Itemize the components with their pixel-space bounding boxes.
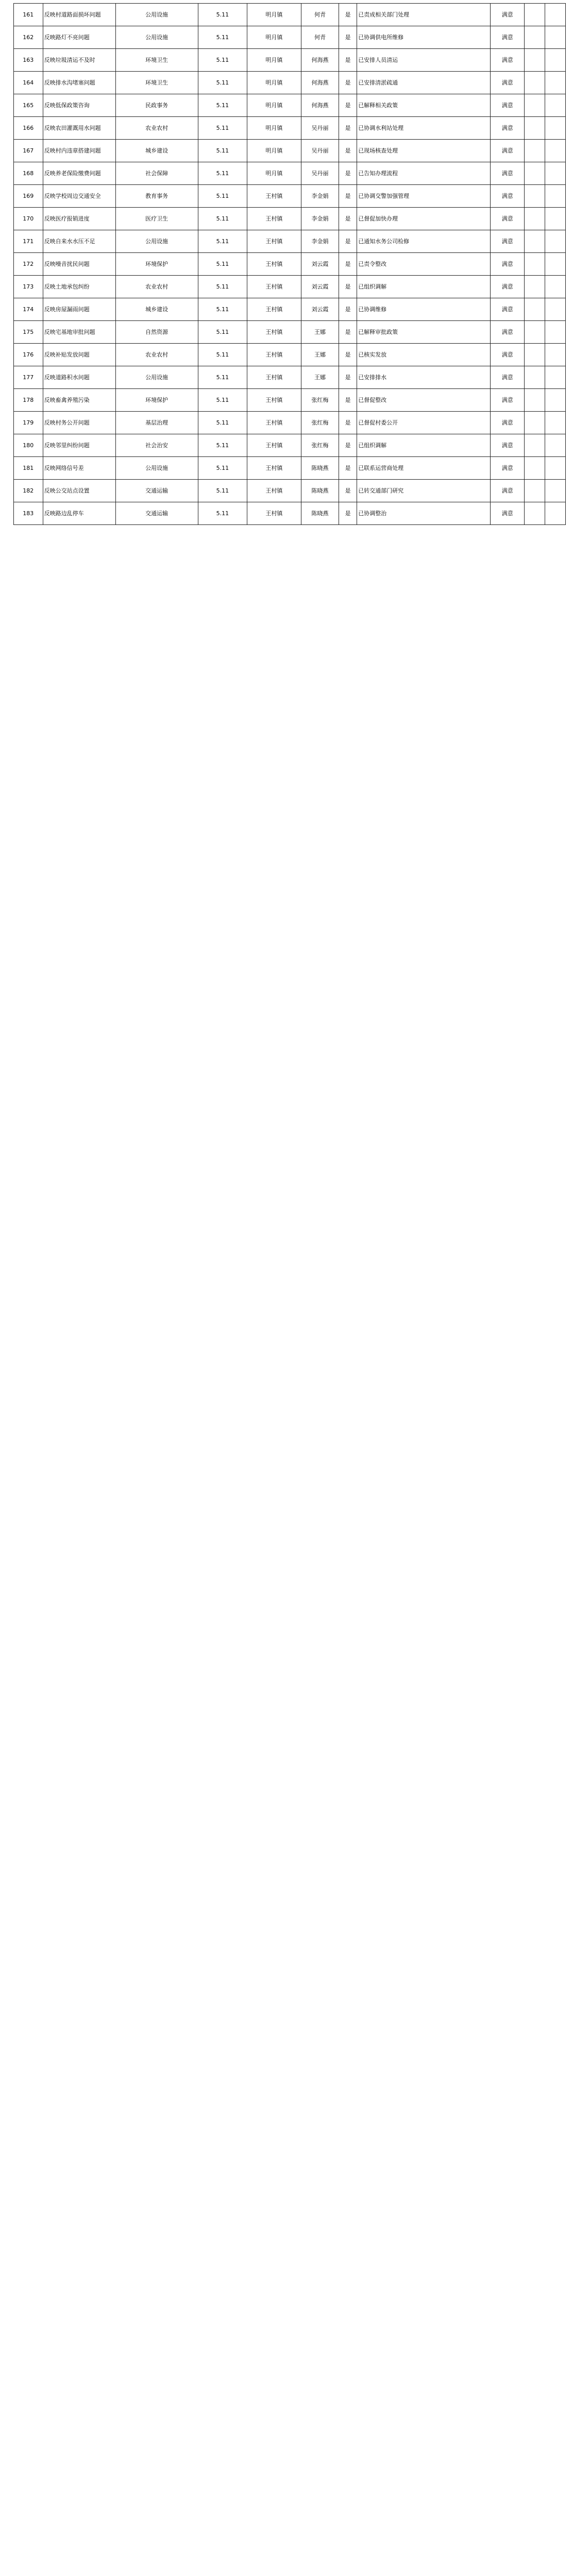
cell-result: 已联系运营商处理: [357, 457, 491, 480]
cell-department: 王村镇: [247, 321, 301, 344]
cell-resolved: 是: [339, 185, 357, 208]
cell-category: 社会保障: [115, 162, 198, 185]
cell-question: 反映土地承包纠纷: [43, 276, 115, 298]
cell-date: 5.11: [198, 276, 247, 298]
cell-satisfaction: 满意: [491, 298, 525, 321]
table-row: [14, 502, 566, 525]
cell-empty: [545, 72, 566, 94]
cell-empty: [545, 185, 566, 208]
cell-category: 环境卫生: [115, 72, 198, 94]
cell-department: 王村镇: [247, 389, 301, 412]
cell-question: 反映畜禽养殖污染: [43, 389, 115, 412]
cell-handler: 张红梅: [301, 389, 339, 412]
cell-handler: 陈晓燕: [301, 502, 339, 525]
cell-resolved: 是: [339, 457, 357, 480]
cell-result: 已协调维修: [357, 298, 491, 321]
cell-handler: 王娜: [301, 344, 339, 366]
cell-result: 已责成相关部门处理: [357, 4, 491, 26]
cell-handler: 何青: [301, 26, 339, 49]
cell-department: 王村镇: [247, 502, 301, 525]
cell-satisfaction: 满意: [491, 208, 525, 230]
cell-question: 反映村道路面损坏问题: [43, 4, 115, 26]
cell-date: 5.11: [198, 434, 247, 457]
cell-result: 已现场核查处理: [357, 140, 491, 162]
cell-department: 王村镇: [247, 434, 301, 457]
cell-satisfaction: 满意: [491, 457, 525, 480]
cell-empty: [525, 185, 545, 208]
cell-row-number: 163: [14, 49, 43, 72]
cell-empty: [545, 457, 566, 480]
cell-resolved: 是: [339, 26, 357, 49]
cell-resolved: 是: [339, 321, 357, 344]
cell-result: 已安排人员清运: [357, 49, 491, 72]
table-row: [14, 344, 566, 366]
table-row: [14, 366, 566, 389]
cell-satisfaction: 满意: [491, 321, 525, 344]
cell-date: 5.11: [198, 185, 247, 208]
table-row: [14, 140, 566, 162]
cell-department: 王村镇: [247, 208, 301, 230]
record-table-body: [14, 4, 566, 525]
cell-question: 反映垃圾清运不及时: [43, 49, 115, 72]
cell-empty: [525, 72, 545, 94]
cell-empty: [525, 208, 545, 230]
table-row: [14, 480, 566, 502]
cell-satisfaction: 满意: [491, 480, 525, 502]
cell-satisfaction: 满意: [491, 140, 525, 162]
table-row: [14, 412, 566, 434]
cell-date: 5.11: [198, 4, 247, 26]
cell-department: 王村镇: [247, 412, 301, 434]
cell-question: 反映房屋漏雨问题: [43, 298, 115, 321]
cell-category: 农业农村: [115, 344, 198, 366]
cell-question: 反映排水沟堵塞问题: [43, 72, 115, 94]
cell-category: 公用设施: [115, 230, 198, 253]
table-row: [14, 276, 566, 298]
cell-empty: [525, 230, 545, 253]
cell-resolved: 是: [339, 72, 357, 94]
cell-result: 已告知办理流程: [357, 162, 491, 185]
cell-row-number: 178: [14, 389, 43, 412]
cell-department: 王村镇: [247, 230, 301, 253]
cell-empty: [545, 434, 566, 457]
cell-result: 已责令整改: [357, 253, 491, 276]
cell-row-number: 173: [14, 276, 43, 298]
cell-date: 5.11: [198, 26, 247, 49]
cell-empty: [545, 389, 566, 412]
table-row: [14, 94, 566, 117]
cell-satisfaction: 满意: [491, 72, 525, 94]
cell-empty: [545, 412, 566, 434]
cell-result: 已协调水利站处理: [357, 117, 491, 140]
table-row: [14, 4, 566, 26]
cell-empty: [525, 389, 545, 412]
cell-result: 已解释相关政策: [357, 94, 491, 117]
cell-row-number: 172: [14, 253, 43, 276]
cell-resolved: 是: [339, 4, 357, 26]
cell-resolved: 是: [339, 230, 357, 253]
cell-row-number: 161: [14, 4, 43, 26]
cell-empty: [545, 344, 566, 366]
cell-handler: 陈晓燕: [301, 457, 339, 480]
cell-row-number: 169: [14, 185, 43, 208]
cell-result: 已协调交警加强管理: [357, 185, 491, 208]
table-row: [14, 230, 566, 253]
cell-category: 环境保护: [115, 253, 198, 276]
cell-empty: [545, 366, 566, 389]
cell-category: 城乡建设: [115, 140, 198, 162]
cell-date: 5.11: [198, 94, 247, 117]
table-row: [14, 208, 566, 230]
cell-date: 5.11: [198, 162, 247, 185]
cell-empty: [545, 117, 566, 140]
cell-question: 反映噪音扰民问题: [43, 253, 115, 276]
cell-row-number: 171: [14, 230, 43, 253]
cell-handler: 张红梅: [301, 434, 339, 457]
cell-empty: [545, 4, 566, 26]
cell-empty: [525, 276, 545, 298]
cell-row-number: 168: [14, 162, 43, 185]
cell-category: 教育事务: [115, 185, 198, 208]
cell-empty: [525, 321, 545, 344]
cell-date: 5.11: [198, 389, 247, 412]
cell-empty: [525, 480, 545, 502]
cell-question: 反映路灯不亮问题: [43, 26, 115, 49]
cell-question: 反映补贴发放问题: [43, 344, 115, 366]
cell-question: 反映公交站点设置: [43, 480, 115, 502]
table-row: [14, 457, 566, 480]
cell-empty: [545, 253, 566, 276]
cell-row-number: 183: [14, 502, 43, 525]
cell-handler: 刘云霞: [301, 253, 339, 276]
cell-date: 5.11: [198, 72, 247, 94]
table-row: [14, 49, 566, 72]
cell-date: 5.11: [198, 480, 247, 502]
cell-department: 明月镇: [247, 94, 301, 117]
cell-department: 王村镇: [247, 457, 301, 480]
cell-result: 已通知水务公司检修: [357, 230, 491, 253]
cell-result: 已核实发放: [357, 344, 491, 366]
cell-empty: [545, 298, 566, 321]
cell-row-number: 175: [14, 321, 43, 344]
record-table: [13, 3, 566, 525]
cell-category: 环境卫生: [115, 49, 198, 72]
cell-row-number: 180: [14, 434, 43, 457]
cell-handler: 陈晓燕: [301, 480, 339, 502]
cell-satisfaction: 满意: [491, 344, 525, 366]
cell-question: 反映邻里纠纷问题: [43, 434, 115, 457]
cell-result: 已组织调解: [357, 434, 491, 457]
cell-date: 5.11: [198, 230, 247, 253]
cell-empty: [525, 4, 545, 26]
cell-result: 已协调供电所维修: [357, 26, 491, 49]
cell-date: 5.11: [198, 457, 247, 480]
cell-question: 反映养老保险缴费问题: [43, 162, 115, 185]
cell-satisfaction: 满意: [491, 366, 525, 389]
table-row: [14, 185, 566, 208]
cell-handler: 吴丹丽: [301, 140, 339, 162]
cell-resolved: 是: [339, 344, 357, 366]
cell-handler: 何海燕: [301, 49, 339, 72]
cell-result: 已协调整治: [357, 502, 491, 525]
cell-resolved: 是: [339, 49, 357, 72]
cell-satisfaction: 满意: [491, 389, 525, 412]
cell-handler: 何青: [301, 4, 339, 26]
cell-handler: 吴丹丽: [301, 162, 339, 185]
cell-date: 5.11: [198, 253, 247, 276]
cell-empty: [545, 321, 566, 344]
cell-handler: 王娜: [301, 366, 339, 389]
cell-satisfaction: 满意: [491, 26, 525, 49]
table-row: [14, 253, 566, 276]
cell-row-number: 167: [14, 140, 43, 162]
cell-question: 反映村务公开问题: [43, 412, 115, 434]
cell-empty: [525, 298, 545, 321]
cell-empty: [545, 162, 566, 185]
cell-result: 已督促加快办理: [357, 208, 491, 230]
cell-date: 5.11: [198, 49, 247, 72]
table-row: [14, 117, 566, 140]
cell-question: 反映宅基地审批问题: [43, 321, 115, 344]
cell-date: 5.11: [198, 140, 247, 162]
cell-department: 明月镇: [247, 26, 301, 49]
cell-department: 明月镇: [247, 4, 301, 26]
cell-question: 反映自来水水压不足: [43, 230, 115, 253]
cell-department: 王村镇: [247, 344, 301, 366]
cell-resolved: 是: [339, 412, 357, 434]
cell-empty: [525, 457, 545, 480]
cell-result: 已组织调解: [357, 276, 491, 298]
cell-handler: 张红梅: [301, 412, 339, 434]
cell-department: 王村镇: [247, 298, 301, 321]
cell-empty: [525, 26, 545, 49]
cell-empty: [545, 480, 566, 502]
cell-row-number: 181: [14, 457, 43, 480]
cell-question: 反映网络信号差: [43, 457, 115, 480]
cell-empty: [545, 230, 566, 253]
cell-satisfaction: 满意: [491, 117, 525, 140]
cell-row-number: 162: [14, 26, 43, 49]
cell-satisfaction: 满意: [491, 276, 525, 298]
table-row: [14, 298, 566, 321]
cell-question: 反映路边乱停车: [43, 502, 115, 525]
cell-category: 公用设施: [115, 457, 198, 480]
cell-handler: 李金娟: [301, 185, 339, 208]
cell-row-number: 166: [14, 117, 43, 140]
cell-handler: 王娜: [301, 321, 339, 344]
cell-result: 已安排清淤疏通: [357, 72, 491, 94]
cell-empty: [545, 276, 566, 298]
cell-question: 反映医疗报销进度: [43, 208, 115, 230]
cell-question: 反映村内违章搭建问题: [43, 140, 115, 162]
cell-row-number: 174: [14, 298, 43, 321]
cell-handler: 吴丹丽: [301, 117, 339, 140]
cell-department: 明月镇: [247, 72, 301, 94]
cell-department: 王村镇: [247, 480, 301, 502]
cell-satisfaction: 满意: [491, 4, 525, 26]
cell-category: 公用设施: [115, 4, 198, 26]
cell-empty: [525, 117, 545, 140]
cell-resolved: 是: [339, 389, 357, 412]
cell-result: 已督促村委公开: [357, 412, 491, 434]
cell-empty: [545, 94, 566, 117]
cell-department: 王村镇: [247, 366, 301, 389]
cell-category: 交通运输: [115, 502, 198, 525]
cell-category: 民政事务: [115, 94, 198, 117]
cell-empty: [525, 253, 545, 276]
cell-empty: [525, 412, 545, 434]
cell-question: 反映学校周边交通安全: [43, 185, 115, 208]
cell-resolved: 是: [339, 480, 357, 502]
cell-handler: 李金娟: [301, 230, 339, 253]
cell-satisfaction: 满意: [491, 94, 525, 117]
cell-satisfaction: 满意: [491, 253, 525, 276]
cell-category: 农业农村: [115, 276, 198, 298]
cell-handler: 李金娟: [301, 208, 339, 230]
cell-empty: [525, 49, 545, 72]
cell-date: 5.11: [198, 117, 247, 140]
cell-resolved: 是: [339, 162, 357, 185]
cell-department: 王村镇: [247, 276, 301, 298]
cell-row-number: 165: [14, 94, 43, 117]
cell-handler: 刘云霞: [301, 298, 339, 321]
table-row: [14, 321, 566, 344]
cell-category: 公用设施: [115, 366, 198, 389]
cell-satisfaction: 满意: [491, 502, 525, 525]
cell-resolved: 是: [339, 253, 357, 276]
cell-satisfaction: 满意: [491, 230, 525, 253]
cell-category: 农业农村: [115, 117, 198, 140]
cell-result: 已转交通部门研究: [357, 480, 491, 502]
cell-empty: [545, 208, 566, 230]
cell-resolved: 是: [339, 94, 357, 117]
cell-resolved: 是: [339, 434, 357, 457]
cell-empty: [525, 162, 545, 185]
cell-category: 基层治理: [115, 412, 198, 434]
cell-category: 交通运输: [115, 480, 198, 502]
cell-satisfaction: 满意: [491, 412, 525, 434]
cell-empty: [545, 49, 566, 72]
cell-empty: [545, 26, 566, 49]
cell-row-number: 176: [14, 344, 43, 366]
table-row: [14, 72, 566, 94]
cell-row-number: 179: [14, 412, 43, 434]
cell-date: 5.11: [198, 208, 247, 230]
cell-date: 5.11: [198, 412, 247, 434]
cell-resolved: 是: [339, 117, 357, 140]
cell-question: 反映农田灌溉用水问题: [43, 117, 115, 140]
cell-date: 5.11: [198, 502, 247, 525]
cell-handler: 何海燕: [301, 94, 339, 117]
cell-category: 公用设施: [115, 26, 198, 49]
table-row: [14, 26, 566, 49]
cell-department: 明月镇: [247, 140, 301, 162]
cell-category: 社会治安: [115, 434, 198, 457]
cell-category: 医疗卫生: [115, 208, 198, 230]
cell-row-number: 170: [14, 208, 43, 230]
cell-category: 城乡建设: [115, 298, 198, 321]
cell-question: 反映道路积水问题: [43, 366, 115, 389]
cell-empty: [525, 434, 545, 457]
table-row: [14, 434, 566, 457]
cell-department: 明月镇: [247, 117, 301, 140]
cell-result: 已解释审批政策: [357, 321, 491, 344]
cell-resolved: 是: [339, 276, 357, 298]
cell-date: 5.11: [198, 366, 247, 389]
cell-department: 王村镇: [247, 253, 301, 276]
cell-empty: [525, 366, 545, 389]
cell-resolved: 是: [339, 298, 357, 321]
cell-result: 已督促整改: [357, 389, 491, 412]
cell-date: 5.11: [198, 344, 247, 366]
cell-category: 自然资源: [115, 321, 198, 344]
cell-resolved: 是: [339, 366, 357, 389]
cell-date: 5.11: [198, 321, 247, 344]
cell-result: 已安排排水: [357, 366, 491, 389]
cell-category: 环境保护: [115, 389, 198, 412]
cell-satisfaction: 满意: [491, 162, 525, 185]
cell-row-number: 182: [14, 480, 43, 502]
cell-empty: [525, 140, 545, 162]
cell-empty: [525, 94, 545, 117]
cell-handler: 刘云霞: [301, 276, 339, 298]
cell-empty: [545, 502, 566, 525]
cell-satisfaction: 满意: [491, 185, 525, 208]
cell-handler: 何海燕: [301, 72, 339, 94]
cell-empty: [525, 502, 545, 525]
cell-empty: [525, 344, 545, 366]
cell-department: 王村镇: [247, 185, 301, 208]
cell-department: 明月镇: [247, 162, 301, 185]
cell-department: 明月镇: [247, 49, 301, 72]
cell-empty: [545, 140, 566, 162]
table-row: [14, 162, 566, 185]
cell-resolved: 是: [339, 502, 357, 525]
cell-date: 5.11: [198, 298, 247, 321]
cell-resolved: 是: [339, 140, 357, 162]
cell-question: 反映低保政策咨询: [43, 94, 115, 117]
cell-row-number: 164: [14, 72, 43, 94]
table-row: [14, 389, 566, 412]
cell-row-number: 177: [14, 366, 43, 389]
cell-resolved: 是: [339, 208, 357, 230]
cell-satisfaction: 满意: [491, 434, 525, 457]
cell-satisfaction: 满意: [491, 49, 525, 72]
